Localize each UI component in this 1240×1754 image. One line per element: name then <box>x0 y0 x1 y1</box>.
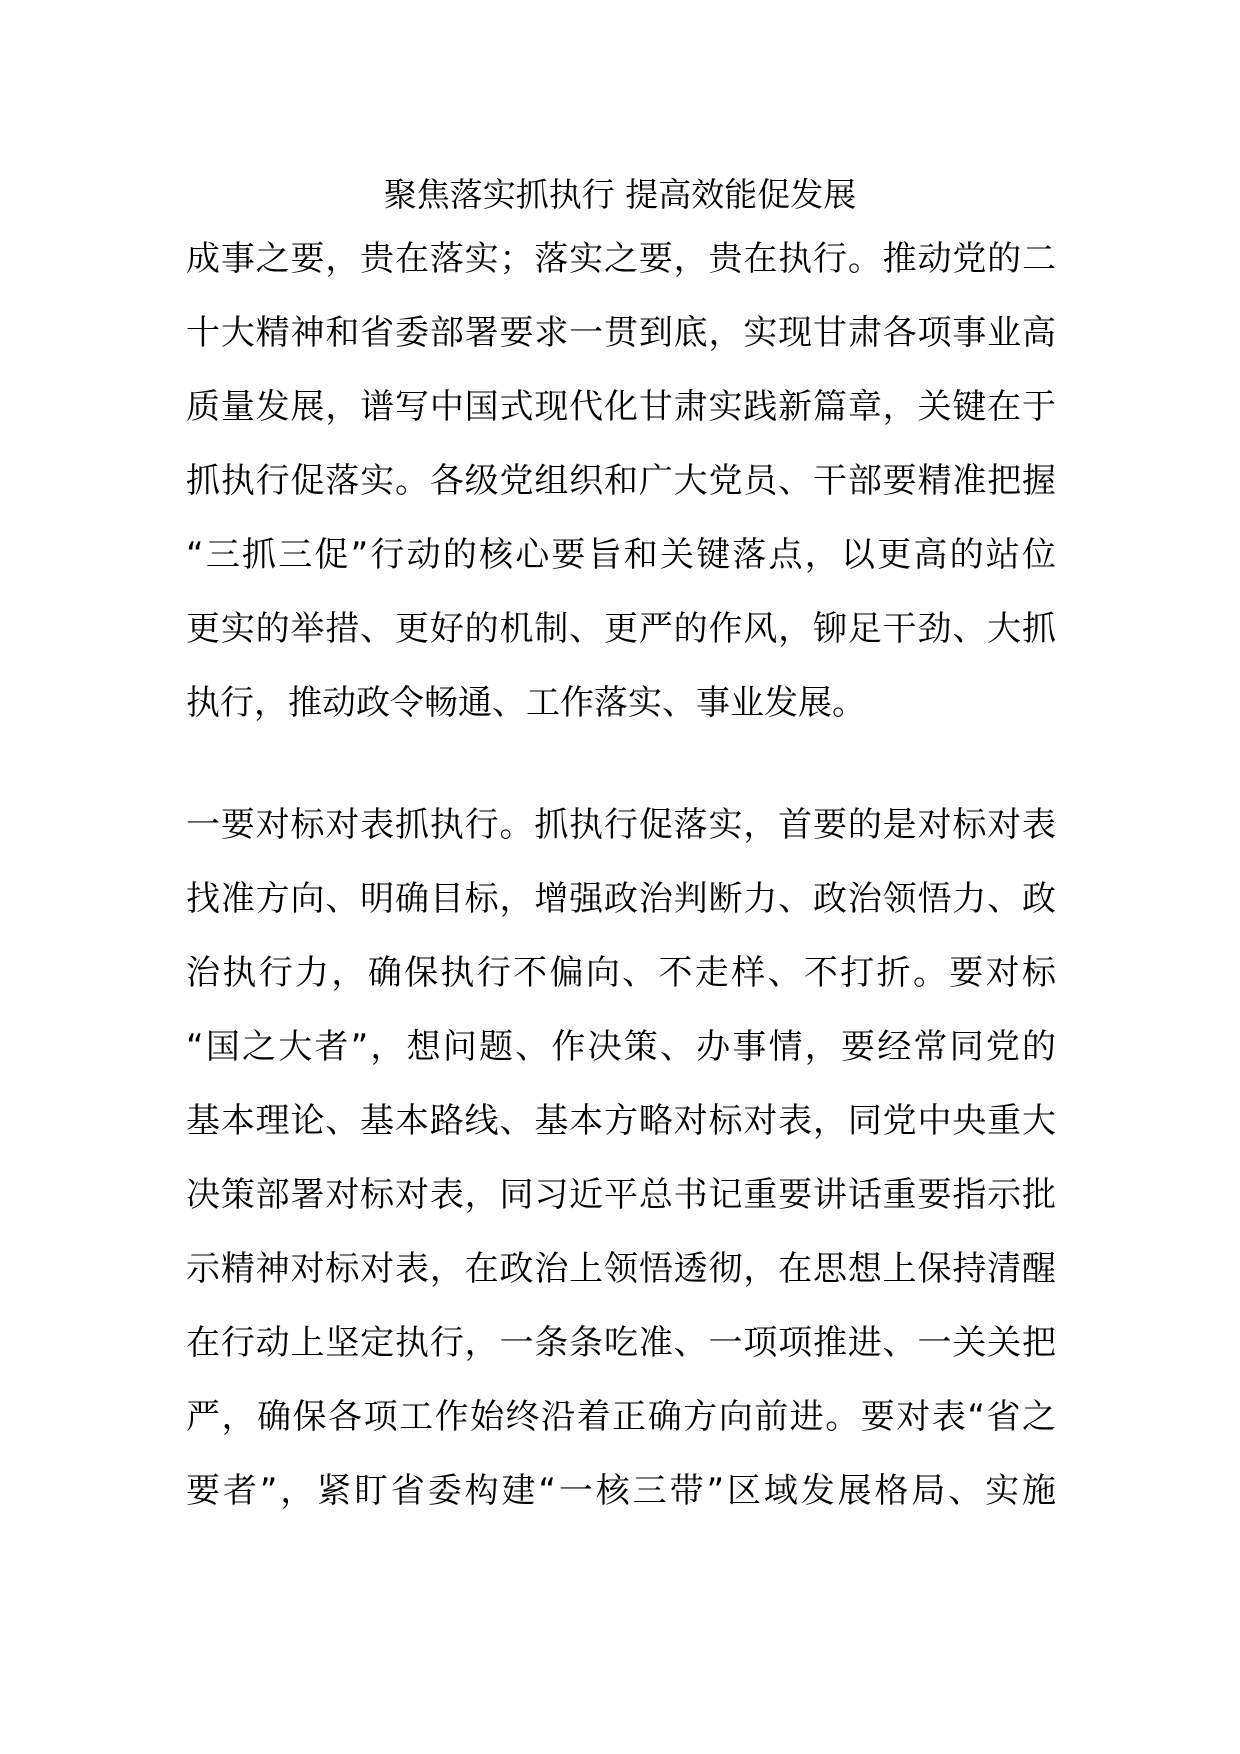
text-line: 严，确保各项工作始终沿着正确方向前进。要对表“省之 <box>186 1397 1056 1437</box>
text-line: 示精神对标对表，在政治上领悟透彻，在思想上保持清醒 <box>186 1249 1056 1289</box>
text-line: 质量发展，谱写中国式现代化甘肃实践新篇章，关键在于 <box>186 387 1056 427</box>
text-line: 十大精神和省委部署要求一贯到底，实现甘肃各项事业高 <box>186 313 1056 353</box>
text-line: 在行动上坚定执行，一条条吃准、一项项推进、一关关把 <box>186 1323 1056 1363</box>
text-line: “三抓三促”行动的核心要旨和关键落点，以更高的站位 <box>186 535 1056 575</box>
text-line: 要者”，紧盯省委构建“一核三带”区域发展格局、实施 <box>186 1471 1056 1511</box>
text-line: “国之大者”，想问题、作决策、办事情，要经常同党的 <box>186 1027 1056 1067</box>
text-line: 一要对标对表抓执行。抓执行促落实，首要的是对标对表 <box>186 805 1056 845</box>
paragraph-section-one <box>186 788 1056 1528</box>
text-line: 决策部署对标对表，同习近平总书记重要讲话重要指示批 <box>186 1175 1056 1215</box>
text-line: 成事之要，贵在落实；落实之要，贵在执行。推动党的二 <box>186 239 1056 279</box>
text-line: 更实的举措、更好的机制、更严的作风，铆足干劲、大抓 <box>186 609 1056 649</box>
text-line: 治执行力，确保执行不偏向、不走样、不打折。要对标 <box>186 953 1056 993</box>
text-line: 基本理论、基本路线、基本方略对标对表，同党中央重大 <box>186 1101 1056 1141</box>
text-line: 找准方向、明确目标，增强政治判断力、政治领悟力、政 <box>186 879 1056 919</box>
text-line: 抓执行促落实。各级党组织和广大党员、干部要精准把握 <box>186 461 1056 501</box>
paragraph-intro <box>186 222 1056 740</box>
document-title: 聚焦落实抓执行 提高效能促发展 <box>383 175 857 214</box>
text-line: 执行，推动政令畅通、工作落实、事业发展。 <box>186 683 866 723</box>
